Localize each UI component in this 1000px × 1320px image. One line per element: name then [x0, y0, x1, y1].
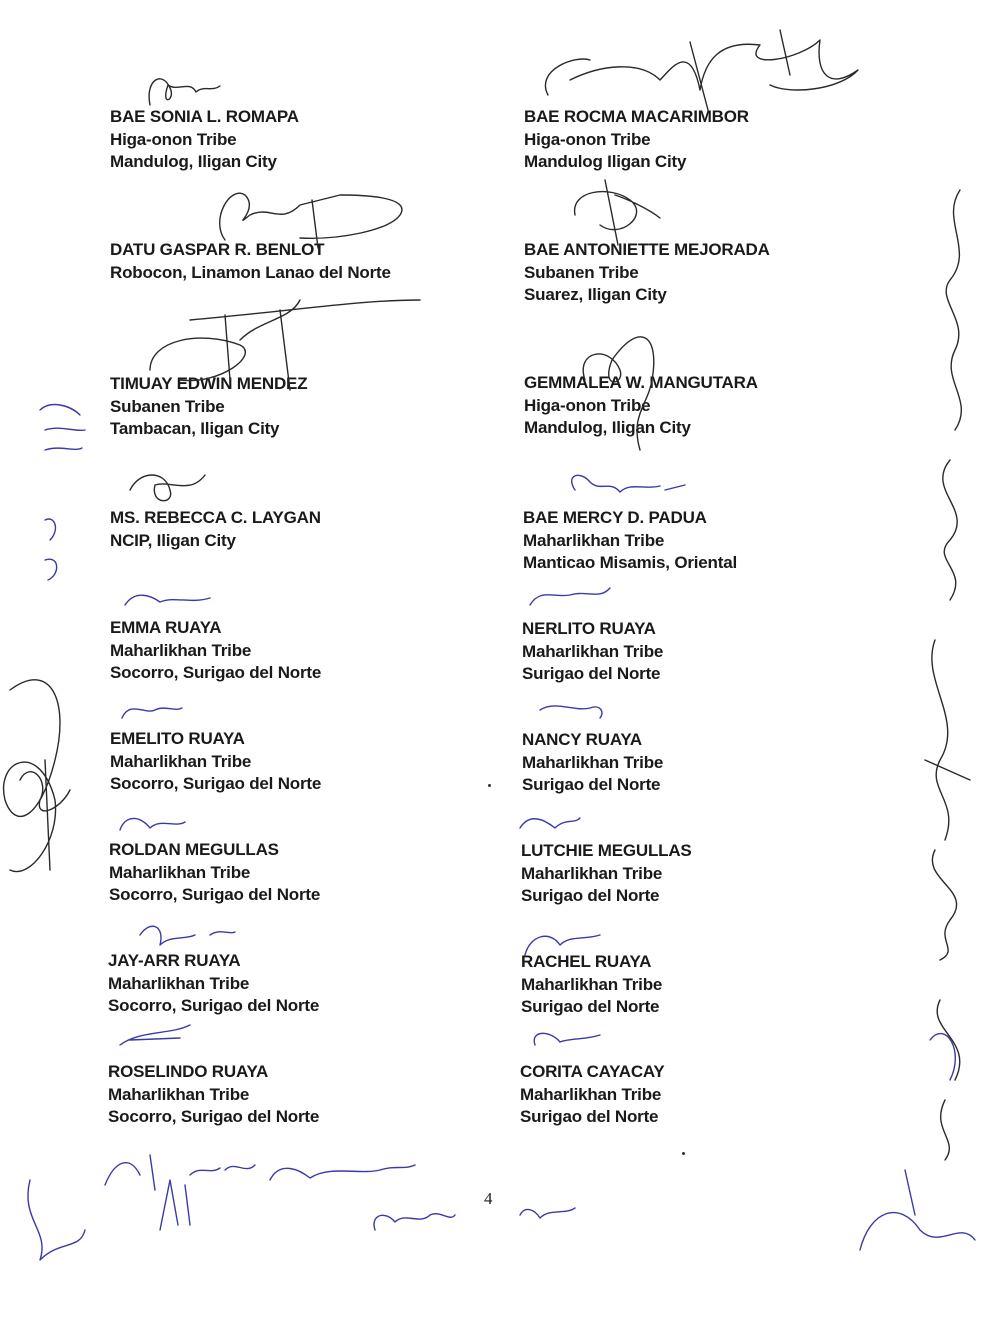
signature-stroke: [225, 1165, 255, 1170]
signatory-name: NANCY RUAYA: [522, 730, 642, 749]
signatory-location: Manticao Misamis, Oriental: [523, 553, 737, 572]
signature-stroke: [545, 40, 858, 95]
signatory-affiliation: Higa-onon Tribe: [524, 395, 651, 415]
signatory-block: [522, 618, 663, 686]
signatory-name: CORITA CAYACAY: [520, 1062, 665, 1081]
signatory-location: Socorro, Surigao del Norte: [110, 663, 322, 682]
signatory-block: [524, 372, 758, 440]
signature-stroke: [45, 519, 57, 580]
signatory-block: [522, 729, 663, 797]
signatory-block: [110, 617, 321, 685]
signature-stroke: [690, 30, 790, 110]
signatory-block: [110, 106, 299, 174]
signatory-name: ROLDAN MEGULLAS: [109, 840, 279, 859]
signatory-block: [524, 106, 749, 174]
signatory-location: Surigao del Norte: [521, 886, 660, 905]
signature-stroke: [105, 1155, 220, 1190]
signatory-affiliation: NCIP, Iligan City: [110, 530, 236, 550]
signatory-name: MS. REBECCA C. LAYGAN: [110, 508, 321, 527]
signature-stroke: [140, 926, 235, 945]
signatory-location: Mandulog, Iligan City: [110, 152, 277, 171]
signatory-affiliation: Maharlikhan Tribe: [108, 973, 250, 993]
signatory-location: Surigao del Norte: [520, 1107, 659, 1126]
signature-stroke: [520, 1208, 575, 1218]
signatory-location: Suarez, Iligan City: [524, 285, 667, 304]
signature-stroke: [40, 405, 85, 450]
signatory-affiliation: Maharlikhan Tribe: [110, 751, 252, 771]
signature-stroke: [530, 588, 610, 605]
signature-stroke: [534, 1033, 600, 1045]
signature-stroke: [120, 1025, 190, 1045]
signatory-block: [109, 839, 320, 907]
signatory-affiliation: Subanen Tribe: [110, 396, 225, 416]
signature-stroke: [937, 1000, 960, 1160]
signatory-location: Surigao del Norte: [522, 664, 661, 683]
ink-dot: [488, 784, 491, 787]
signature-stroke: [374, 1214, 455, 1230]
signature-stroke: [149, 79, 220, 105]
signature-stroke: [860, 1170, 975, 1250]
signatory-location: Socorro, Surigao del Norte: [109, 885, 321, 904]
signatory-affiliation: Maharlikhan Tribe: [522, 641, 664, 661]
signature-stroke: [4, 680, 60, 872]
signature-stroke: [925, 640, 970, 840]
signatory-location: Surigao del Norte: [521, 997, 660, 1016]
signature-stroke: [520, 818, 580, 828]
signatory-affiliation: Maharlikhan Tribe: [109, 862, 251, 882]
signatory-name: EMMA RUAYA: [110, 618, 222, 637]
signature-stroke: [20, 760, 70, 870]
signature-stroke: [932, 850, 956, 960]
signatory-block: [523, 507, 737, 575]
signatory-location: Tambacan, Iligan City: [110, 419, 280, 438]
signatory-name: TIMUAY EDWIN MENDEZ: [110, 374, 308, 393]
signature-stroke: [122, 708, 182, 718]
signature-stroke: [572, 475, 685, 492]
page-number: 4: [484, 1189, 493, 1208]
signatory-block: [108, 1061, 319, 1129]
signatory-affiliation: Maharlikhan Tribe: [110, 640, 252, 660]
signature-stroke: [125, 595, 210, 605]
signatory-affiliation: Maharlikhan Tribe: [108, 1084, 250, 1104]
signatory-name: LUTCHIE MEGULLAS: [521, 841, 692, 860]
signatory-name: EMELITO RUAYA: [110, 729, 245, 748]
signatory-name: DATU GASPAR R. BENLOT: [110, 240, 325, 259]
signatory-block: [110, 373, 307, 441]
signatory-affiliation: Maharlikhan Tribe: [521, 974, 663, 994]
signatory-block: [524, 239, 770, 307]
signatory-affiliation: Robocon, Linamon Lanao del Norte: [110, 262, 391, 282]
signatory-name: ROSELINDO RUAYA: [108, 1062, 269, 1081]
signatory-block: [521, 840, 692, 908]
ink-dot: [682, 1152, 685, 1155]
signature-stroke: [160, 1180, 190, 1230]
signatory-block: [108, 950, 319, 1018]
signature-stroke: [130, 475, 205, 501]
signature-stroke: [946, 190, 961, 430]
signatory-name: BAE MERCY D. PADUA: [523, 508, 707, 527]
signatory-affiliation: Maharlikhan Tribe: [522, 752, 664, 772]
signatory-location: Socorro, Surigao del Norte: [108, 1107, 320, 1126]
signatory-affiliation: Maharlikhan Tribe: [521, 863, 663, 883]
signatory-name: BAE SONIA L. ROMAPA: [110, 107, 299, 126]
signatory-affiliation: Higa-onon Tribe: [110, 129, 237, 149]
signatory-location: Mandulog Iligan City: [524, 152, 687, 171]
signature-stroke: [120, 818, 185, 830]
signatory-block: [110, 239, 391, 284]
signatory-block: [110, 728, 321, 796]
signature-stroke: [943, 460, 957, 600]
signatory-affiliation: Higa-onon Tribe: [524, 129, 651, 149]
signature-stroke: [28, 1180, 85, 1260]
signatory-name: GEMMALEA W. MANGUTARA: [524, 373, 758, 392]
signatory-block: [110, 507, 321, 552]
signature-stroke: [270, 1165, 415, 1180]
signatory-location: Socorro, Surigao del Norte: [108, 996, 320, 1015]
signatory-location: Socorro, Surigao del Norte: [110, 774, 322, 793]
signatory-block: [520, 1061, 665, 1129]
signatory-block: [521, 951, 662, 1019]
signatory-affiliation: Subanen Tribe: [524, 262, 639, 282]
signatory-location: Mandulog, Iligan City: [524, 418, 691, 437]
signatory-name: NERLITO RUAYA: [522, 619, 656, 638]
signatory-affiliation: Maharlikhan Tribe: [523, 530, 665, 550]
signatory-location: Surigao del Norte: [522, 775, 661, 794]
signatory-name: RACHEL RUAYA: [521, 952, 652, 971]
signatory-name: BAE ROCMA MACARIMBOR: [524, 107, 749, 126]
signatory-name: BAE ANTONIETTE MEJORADA: [524, 240, 770, 259]
signature-stroke: [930, 1034, 955, 1080]
signatory-name: JAY-ARR RUAYA: [108, 951, 241, 970]
signature-stroke: [575, 180, 660, 245]
signatory-affiliation: Maharlikhan Tribe: [520, 1084, 662, 1104]
signature-stroke: [540, 706, 602, 718]
